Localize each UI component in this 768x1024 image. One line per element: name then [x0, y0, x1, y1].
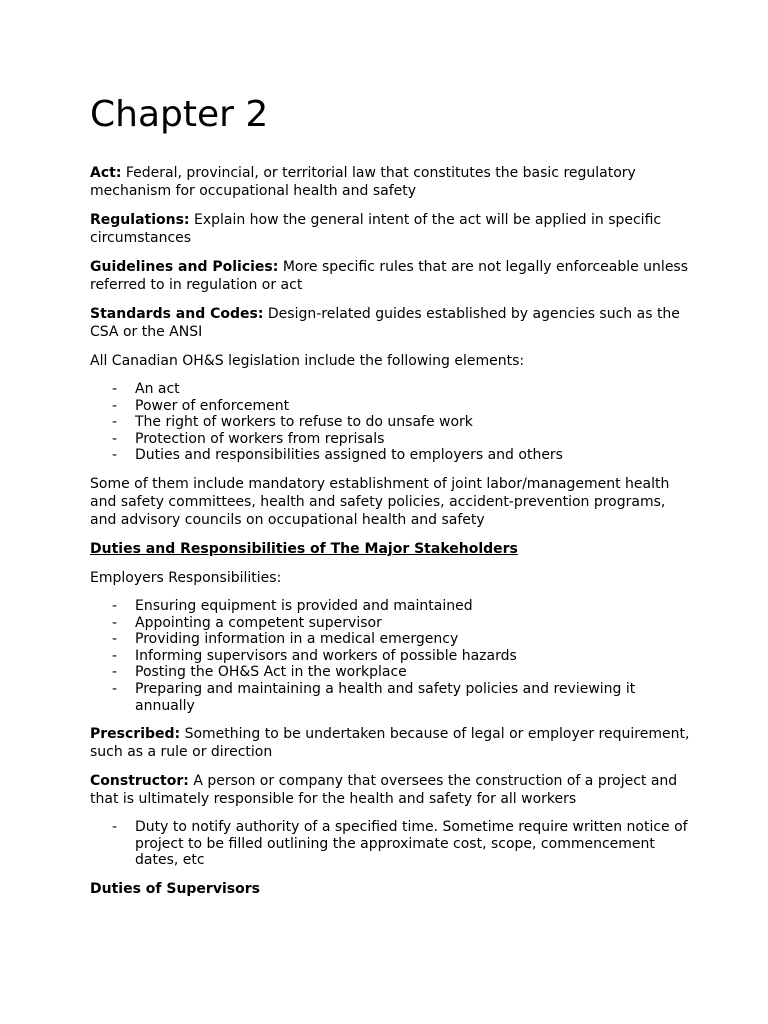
definition-text: More specific rules that are not legally enforceable unless referred to in regulation or act: [90, 259, 689, 293]
definition-constructor: [90, 772, 690, 808]
list-item: - Power of enforcement: [90, 398, 690, 415]
chapter-title: Chapter 2: [90, 94, 269, 135]
mandatory-paragraph: Some of them include mandatory establishment of joint labor/management health and safety committees, health and safety policies, accident-prevention programs, and advisory councils on occupational health and safety: [90, 475, 670, 528]
list-item: - Informing supervisors and workers of possible hazards: [90, 648, 690, 665]
definition-text: Federal, provincial, or territorial law that constitutes the basic regulatory mechanism for occupational health and safety: [90, 165, 636, 199]
definition-standards-codes: [90, 305, 690, 341]
legislation-intro: All Canadian OH&S legislation include the following elements:: [90, 353, 525, 369]
supervisors-heading: Duties of Supervisors: [90, 880, 260, 897]
employers-responsibilities-list: [90, 598, 690, 714]
definition-text: Design-related guides established by agencies such as the CSA or the ANSI: [90, 306, 680, 340]
definition-text: Explain how the general intent of the act will be applied in specific circumstances: [90, 212, 662, 246]
list-item: - Posting the OH&S Act in the workplace: [90, 664, 690, 681]
definition-regulations: [90, 211, 690, 247]
definition-term: Guidelines and Policies:: [90, 259, 279, 275]
definition-term: Regulations:: [90, 212, 190, 228]
definition-guidelines-policies: [90, 258, 690, 294]
definition-term: Act:: [90, 165, 122, 181]
list-item: - Providing information in a medical emergency: [90, 631, 690, 648]
stakeholders-heading: Duties and Responsibilities of The Major Stakeholders: [90, 540, 518, 557]
definition-prescribed: [90, 725, 690, 761]
list-item: - An act: [90, 381, 690, 398]
definition-act: [90, 164, 690, 200]
list-item: - Duty to notify authority of a specified time. Sometime require written notice of project to be filled outlining the approximate cost, scope, commencement dates, etc: [90, 819, 690, 869]
list-item: - Protection of workers from reprisals: [90, 431, 690, 448]
definition-term: Standards and Codes:: [90, 306, 264, 322]
list-item: - Duties and responsibilities assigned to employers and others: [90, 447, 690, 464]
list-item: - Appointing a competent supervisor: [90, 615, 690, 632]
legislation-elements-list: [90, 381, 690, 464]
definition-text: Something to be undertaken because of legal or employer requirement, such as a rule or direction: [90, 726, 690, 761]
document-content: [90, 94, 690, 909]
list-item: - Preparing and maintaining a health and safety policies and reviewing it annually: [90, 681, 690, 714]
constructor-duties-list: [90, 819, 690, 869]
list-item: - Ensuring equipment is provided and maintained: [90, 598, 690, 615]
definition-term: Constructor:: [90, 773, 189, 790]
definition-term: Prescribed:: [90, 726, 181, 743]
definition-text: A person or company that oversees the construction of a project and that is ultimately responsible for the health and safety for all workers: [90, 773, 678, 808]
employers-intro: Employers Responsibilities:: [90, 569, 282, 586]
list-item: - The right of workers to refuse to do unsafe work: [90, 414, 690, 431]
